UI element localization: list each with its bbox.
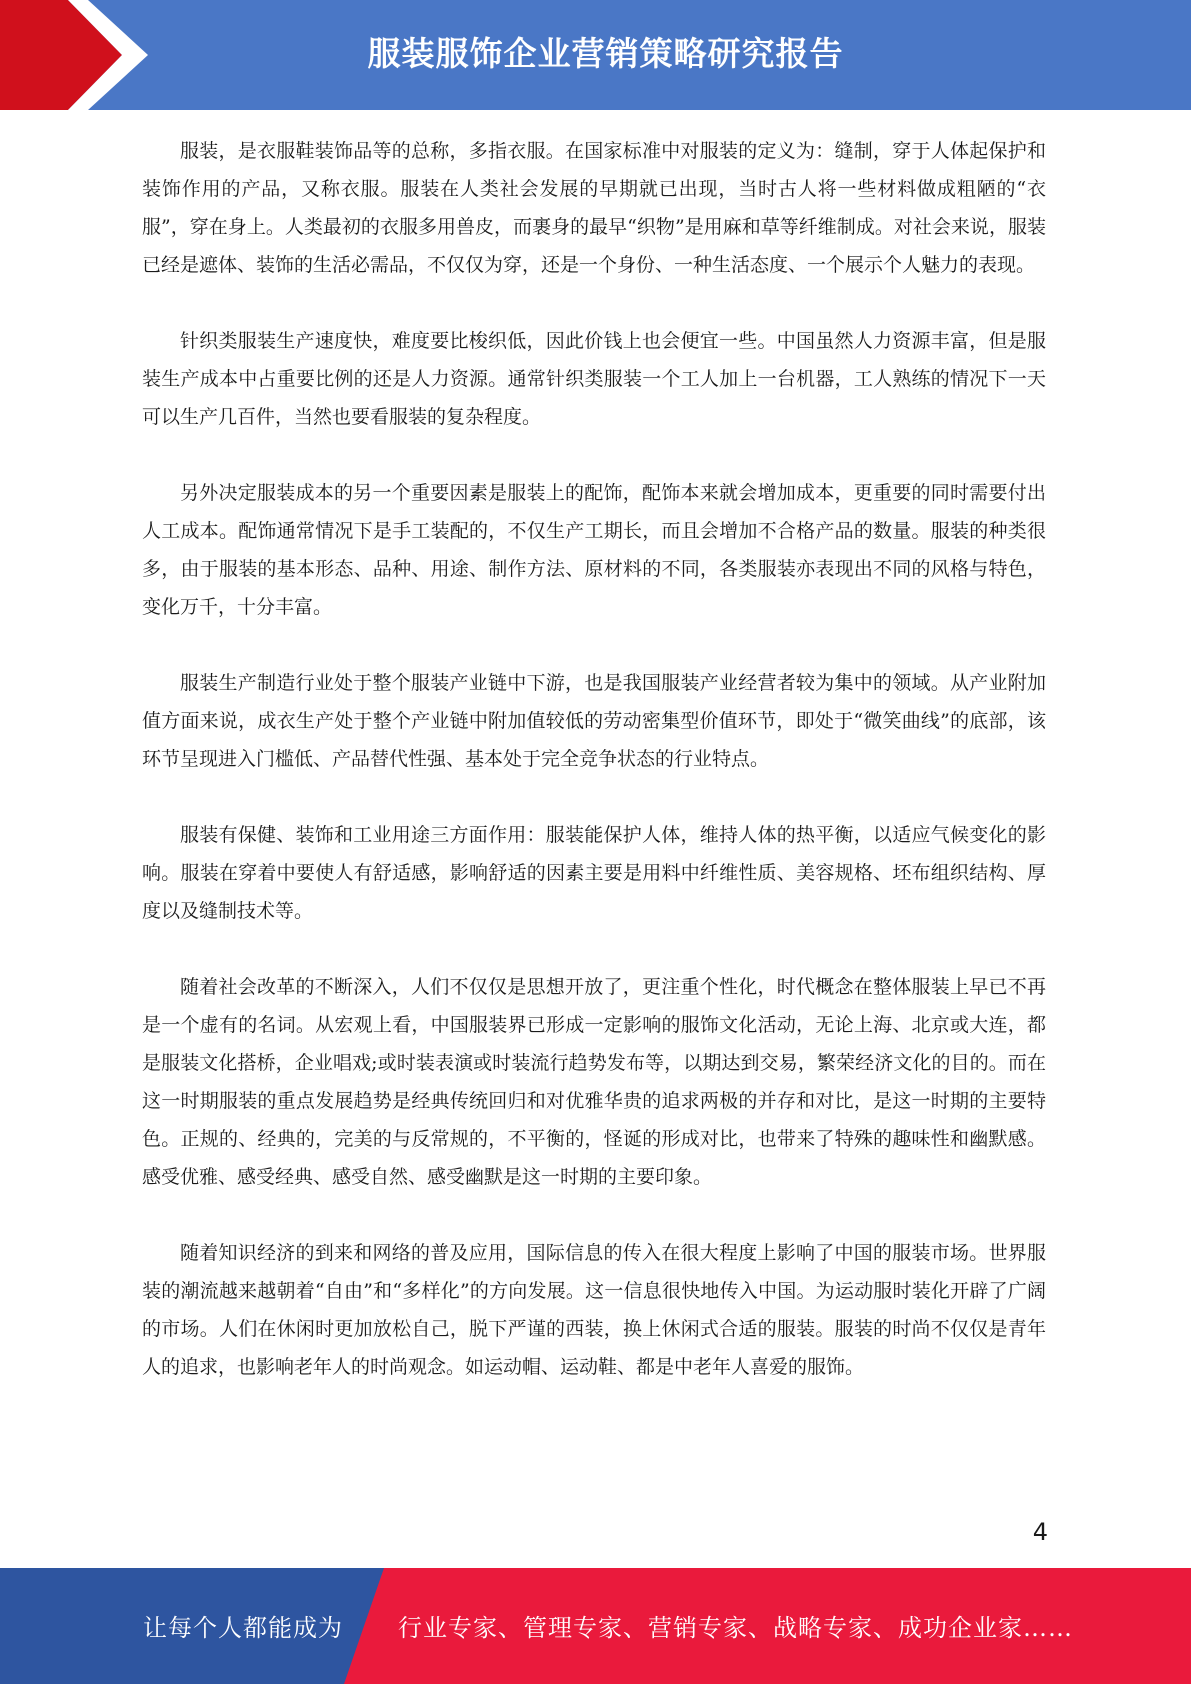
footer-slogan-left: 让每个人都能成为 xyxy=(143,1614,343,1642)
report-title: 服装服饰企业营销策略研究报告 xyxy=(367,34,844,73)
paragraph-6: 随着社会改革的不断深入，人们不仅仅是思想开放了，更注重个性化，时代概念在整体服装上早已不再是一个虚有的名词。从宏观上看，中国服装界已形成一定影响的服饰文化活动，无论上海、北京或大连，都是服装文化搭桥，企业唱戏;或时装表演或时装流行趋势发布等，以期达到交易，繁荣经济文化的目的。而在这一时期服装的重点发展趋势是经典传统回归和对优雅华贵的追求两极的并存和对比，是这一时期的主要特色。正规的、经典的，完美的与反常规的，不平衡的，怪诞的形成对比，也带来了特殊的趣味性和幽默感。感受优雅、感受经典、感受自然、感受幽默是这一时期的主要印象。 xyxy=(142,976,1046,1188)
paragraph-3: 另外决定服装成本的另一个重要因素是服装上的配饰，配饰本来就会增加成本，更重要的同时需要付出人工成本。配饰通常情况下是手工装配的，不仅生产工期长，而且会增加不合格产品的数量。服装的种类很多，由于服装的基本形态、品种、用途、制作方法、原材料的不同，各类服装亦表现出不同的风格与特色，变化万千，十分丰富。 xyxy=(142,482,1046,618)
page-footer xyxy=(0,1568,1191,1684)
paragraph-7: 随着知识经济的到来和网络的普及应用，国际信息的传入在很大程度上影响了中国的服装市场。世界服装的潮流越来越朝着“自由”和“多样化”的方向发展。这一信息很快地传入中国。为运动服时装化开辟了广阔的市场。人们在休闲时更加放松自己，脱下严谨的西装，换上休闲式合适的服装。服装的时尚不仅仅是青年人的追求，也影响老年人的时尚观念。如运动帽、运动鞋、都是中老年人喜爱的服饰。 xyxy=(142,1242,1046,1378)
paragraph-1: 服装，是衣服鞋装饰品等的总称，多指衣服。在国家标准中对服装的定义为：缝制，穿于人体起保护和装饰作用的产品，又称衣服。服装在人类社会发展的早期就已出现，当时古人将一些材料做成粗陋的“衣服”，穿在身上。人类最初的衣服多用兽皮，而裹身的最早“织物”是用麻和草等纤维制成。对社会来说，服装已经是遮体、装饰的生活必需品，不仅仅为穿，还是一个身份、一种生活态度、一个展示个人魅力的表现。 xyxy=(142,140,1046,276)
page-header xyxy=(0,0,1191,110)
paragraph-4: 服装生产制造行业处于整个服装产业链中下游，也是我国服装产业经营者较为集中的领域。从产业附加值方面来说，成衣生产处于整个产业链中附加值较低的劳动密集型价值环节，即处于“微笑曲线”的底部，该环节呈现进入门槛低、产品替代性强、基本处于完全竞争状态的行业特点。 xyxy=(142,672,1046,770)
paragraph-2: 针织类服装生产速度快，难度要比梭织低，因此价钱上也会便宜一些。中国虽然人力资源丰富，但是服装生产成本中占重要比例的还是人力资源。通常针织类服装一个工人加上一台机器，工人熟练的情况下一天可以生产几百件，当然也要看服装的复杂程度。 xyxy=(142,330,1046,428)
article-body xyxy=(142,132,1046,1424)
page-number: 4 xyxy=(1032,1518,1048,1546)
paragraph-5: 服装有保健、装饰和工业用途三方面作用：服装能保护人体，维持人体的热平衡，以适应气候变化的影响。服装在穿着中要使人有舒适感，影响舒适的因素主要是用料中纤维性质、美容规格、坯布组织结构、厚度以及缝制技术等。 xyxy=(142,824,1046,922)
footer-slogan-right: 行业专家、管理专家、营销专家、战略专家、成功企业家…… xyxy=(398,1614,1073,1642)
